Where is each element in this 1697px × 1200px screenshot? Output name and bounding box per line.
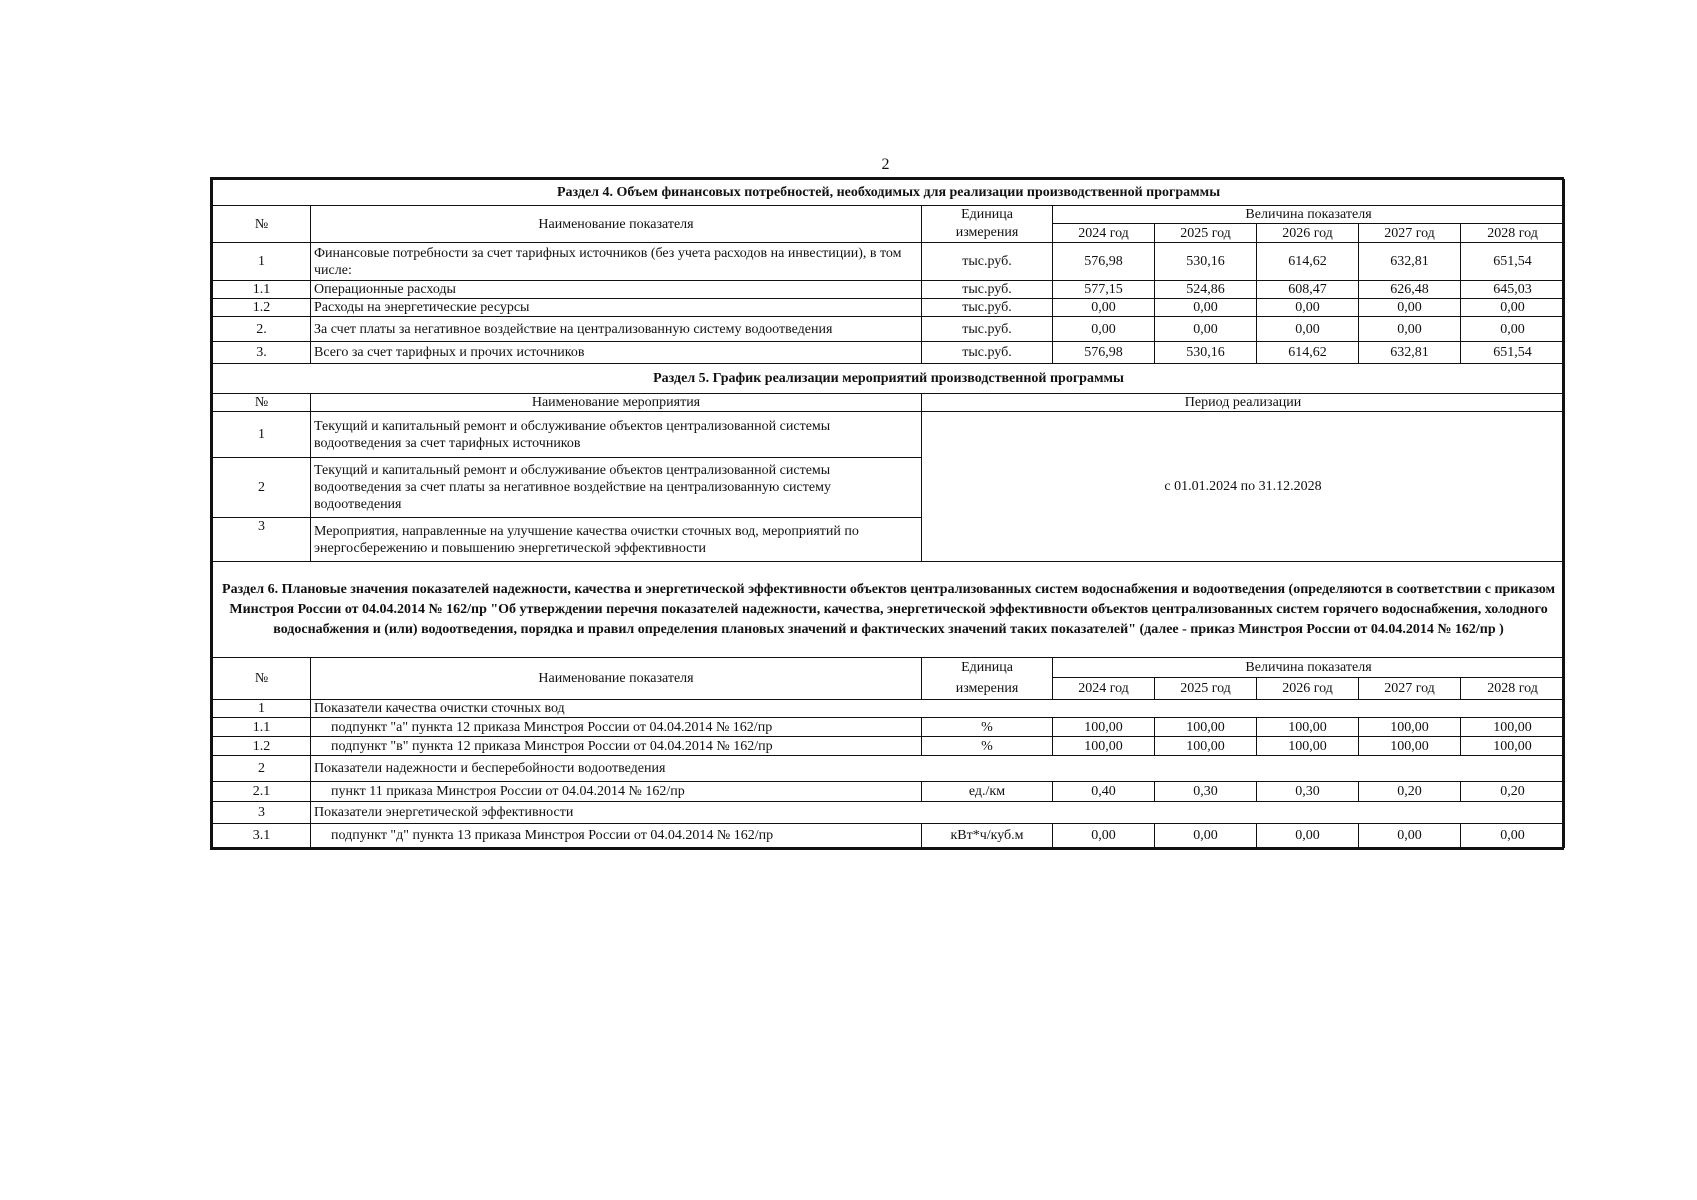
table-row [213,281,1565,299]
table-row [213,782,1565,802]
row-name: подпункт "а" пункта 12 приказа Минстроя России от 04.04.2014 № 162/пр [311,718,922,737]
row-value: 0,00 [1461,299,1565,317]
table-row [213,412,1565,458]
row-name: Расходы на энергетические ресурсы [311,299,922,317]
section6-title: Раздел 6. Плановые значения показателей надежности, качества и энергетической эффективности объектов централизованных систем водоснабжения и водоотведения (определяются в соответствии с приказом Минстроя России от 04.04.2014 № 162/пр "Об утверждении перечня показателей надежности, качества, энергетической эффективности объектов централизованных систем горячего водоснабжения, холодного водоснабжения и (или) водоотведения, порядка и правил определения плановых значений и фактических значений таких показателей" (далее - приказ Минстроя России от 04.04.2014 № 162/пр ) [213,562,1565,658]
table-row [213,737,1565,756]
row-value: 614,62 [1257,342,1359,364]
row-value: 0,00 [1359,824,1461,848]
row-value: 651,54 [1461,342,1565,364]
table-row [213,718,1565,737]
row-value: 651,54 [1461,243,1565,281]
period-value: с 01.01.2024 по 31.12.2028 [922,412,1565,562]
row-no: 3.1 [213,824,311,848]
row-name: Показатели качества очистки сточных вод [311,700,1565,718]
row-value: 0,00 [1461,824,1565,848]
row-no: 2.1 [213,782,311,802]
row-value: 0,00 [1155,299,1257,317]
row-value: 0,00 [1053,824,1155,848]
row-name: Показатели надежности и бесперебойности водоотведения [311,756,1565,782]
section4 [213,180,1565,364]
row-unit: тыс.руб. [922,281,1053,299]
row-value: 100,00 [1155,718,1257,737]
table-row [213,824,1565,848]
row-value: 0,00 [1461,317,1565,342]
row-value: 0,00 [1359,299,1461,317]
row-value: 0,00 [1155,824,1257,848]
row-unit: тыс.руб. [922,342,1053,364]
s6-header-no: № [213,658,311,700]
s4-year: 2027 год [1359,224,1461,243]
row-name: подпункт "д" пункта 13 приказа Минстроя России от 04.04.2014 № 162/пр [311,824,922,848]
s4-year: 2026 год [1257,224,1359,243]
s4-header-unit: Единица [922,206,1053,224]
row-value: 0,40 [1053,782,1155,802]
section5 [213,364,1565,562]
row-unit: ед./км [922,782,1053,802]
row-value: 0,00 [1257,317,1359,342]
row-name: Операционные расходы [311,281,922,299]
row-no: 1.1 [213,281,311,299]
row-no: 3. [213,342,311,364]
row-unit: % [922,737,1053,756]
row-name: Текущий и капитальный ремонт и обслуживание объектов централизованной системы водоотведения за счет платы за негативное воздействие на централизованную систему водоотведения [311,458,922,518]
s5-header-no: № [213,394,311,412]
row-value: 100,00 [1461,737,1565,756]
row-value: 632,81 [1359,243,1461,281]
row-no: 2 [213,756,311,782]
row-value: 100,00 [1257,737,1359,756]
table-row [213,342,1565,364]
s6-header-unit: Единица [922,658,1053,678]
s6-header-value-group: Величина показателя [1053,658,1565,678]
row-value: 0,00 [1257,824,1359,848]
row-value: 0,00 [1053,317,1155,342]
page-number: 2 [881,156,890,173]
table-group-row [213,802,1565,824]
row-value: 0,30 [1155,782,1257,802]
row-value: 100,00 [1053,718,1155,737]
row-name: Текущий и капитальный ремонт и обслуживание объектов централизованной системы водоотведения за счет тарифных источников [311,412,922,458]
main-table [212,179,1565,848]
s4-year: 2028 год [1461,224,1565,243]
s4-year: 2025 год [1155,224,1257,243]
row-value: 645,03 [1461,281,1565,299]
row-value: 577,15 [1053,281,1155,299]
section5-title: Раздел 5. График реализации мероприятий производственной программы [213,364,1565,394]
row-name: подпункт "в" пункта 12 приказа Минстроя России от 04.04.2014 № 162/пр [311,737,922,756]
row-unit: тыс.руб. [922,243,1053,281]
row-no: 1.2 [213,299,311,317]
table-row [213,317,1565,342]
s6-year: 2027 год [1359,678,1461,700]
row-value: 100,00 [1359,718,1461,737]
row-name: За счет платы за негативное воздействие на централизованную систему водоотведения [311,317,922,342]
row-value: 576,98 [1053,243,1155,281]
row-no: 2 [213,458,311,518]
s6-year: 2024 год [1053,678,1155,700]
row-value: 0,00 [1155,317,1257,342]
row-value: 626,48 [1359,281,1461,299]
s6-header-unit-2: измерения [922,678,1053,700]
row-no: 1 [213,243,311,281]
row-no: 1 [213,700,311,718]
row-value: 100,00 [1257,718,1359,737]
row-value: 632,81 [1359,342,1461,364]
row-unit: тыс.руб. [922,299,1053,317]
section6 [213,562,1565,848]
row-value: 100,00 [1461,718,1565,737]
row-name: Финансовые потребности за счет тарифных источников (без учета расходов на инвестиции), в том числе: [311,243,922,281]
row-value: 530,16 [1155,342,1257,364]
row-value: 0,00 [1053,299,1155,317]
row-value: 100,00 [1053,737,1155,756]
row-unit: кВт*ч/куб.м [922,824,1053,848]
section4-title: Раздел 4. Объем финансовых потребностей, необходимых для реализации производственной программы [213,180,1565,206]
row-name: Мероприятия, направленные на улучшение качества очистки сточных вод, мероприятий по энергосбережению и повышению энергетической эффективности [311,518,922,562]
s6-year: 2025 год [1155,678,1257,700]
document-table [210,177,1564,850]
row-no: 1.2 [213,737,311,756]
row-name: пункт 11 приказа Минстроя России от 04.04.2014 № 162/пр [311,782,922,802]
row-no: 3 [213,518,311,562]
row-value: 0,00 [1359,317,1461,342]
row-name: Всего за счет тарифных и прочих источников [311,342,922,364]
row-no: 3 [213,802,311,824]
s4-year: 2024 год [1053,224,1155,243]
row-value: 0,00 [1257,299,1359,317]
s5-header-period: Период реализации [922,394,1565,412]
row-unit: тыс.руб. [922,317,1053,342]
row-value: 530,16 [1155,243,1257,281]
row-value: 614,62 [1257,243,1359,281]
s5-header-name: Наименование мероприятия [311,394,922,412]
s4-header-value-group: Величина показателя [1053,206,1565,224]
s6-year: 2028 год [1461,678,1565,700]
s6-header-name: Наименование показателя [311,658,922,700]
row-no: 1.1 [213,718,311,737]
table-row [213,243,1565,281]
table-row [213,299,1565,317]
table-group-row [213,700,1565,718]
row-value: 608,47 [1257,281,1359,299]
row-value: 100,00 [1155,737,1257,756]
table-group-row [213,756,1565,782]
row-value: 576,98 [1053,342,1155,364]
row-name: Показатели энергетической эффективности [311,802,1565,824]
s6-year: 2026 год [1257,678,1359,700]
row-value: 100,00 [1359,737,1461,756]
s4-header-name: Наименование показателя [311,206,922,243]
row-no: 2. [213,317,311,342]
row-value: 0,20 [1461,782,1565,802]
row-unit: % [922,718,1053,737]
row-value: 0,20 [1359,782,1461,802]
row-value: 0,30 [1257,782,1359,802]
row-no: 1 [213,412,311,458]
row-value: 524,86 [1155,281,1257,299]
s4-header-unit-2: измерения [922,224,1053,243]
s4-header-no: № [213,206,311,243]
